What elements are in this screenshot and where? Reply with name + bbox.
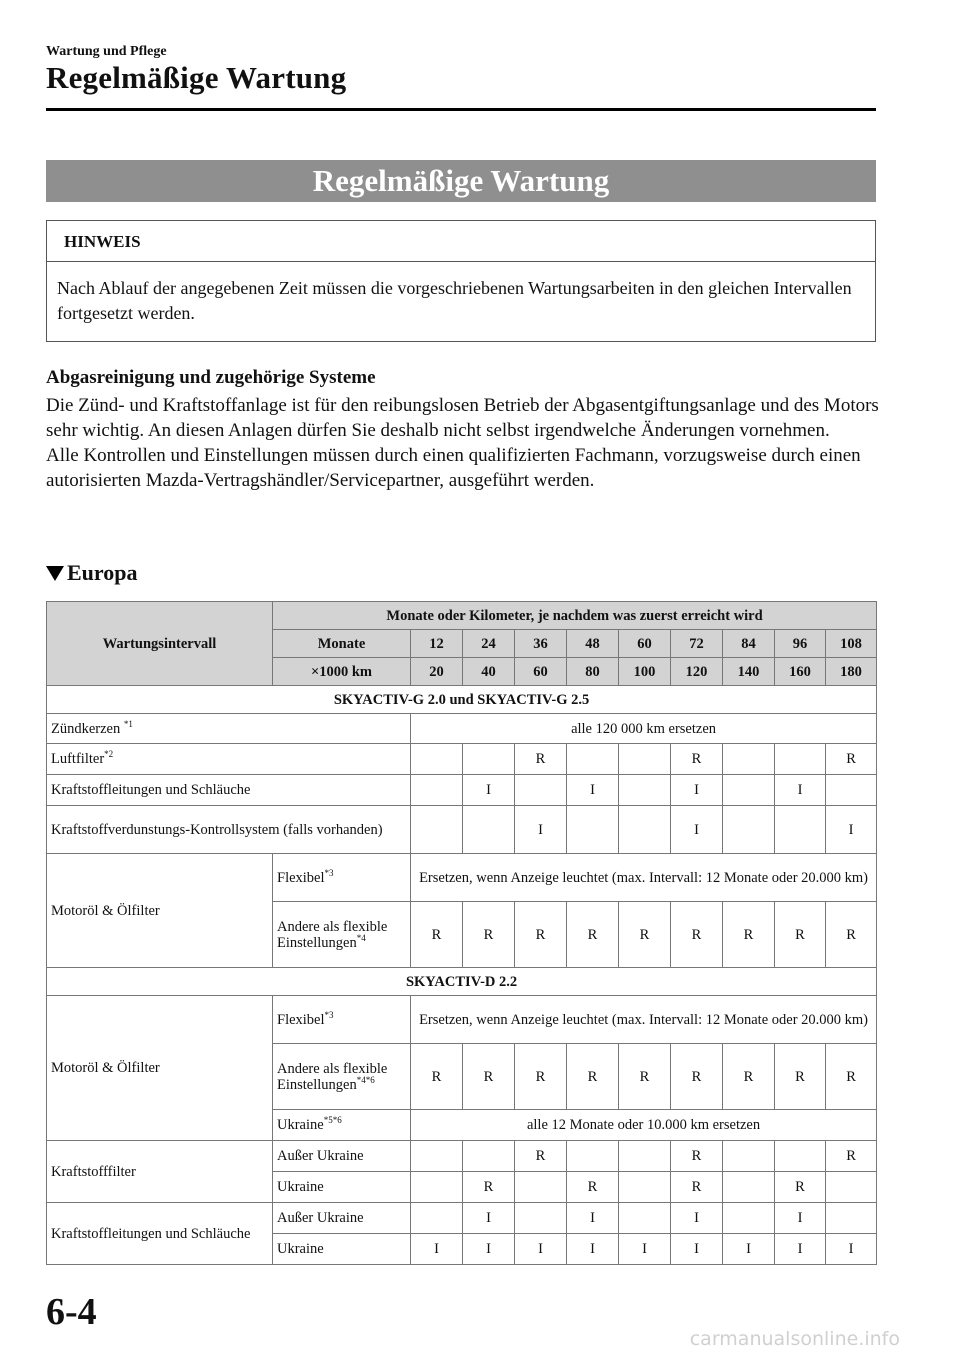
km-cell: 40 bbox=[463, 658, 515, 686]
schedule-cell bbox=[567, 806, 619, 854]
schedule-cell bbox=[723, 806, 775, 854]
flexible-value: Ersetzen, wenn Anzeige leuchtet (max. Intervall: 12 Monate oder 20.000 km) bbox=[411, 996, 877, 1044]
air-filter-label: Luftfilter$^{*2}$ bbox=[47, 744, 411, 775]
schedule-cell bbox=[826, 775, 877, 806]
schedule-cell: R bbox=[567, 1044, 619, 1110]
note-text: Nach Ablauf der angegebenen Zeit müssen die vorgeschriebenen Wartungsarbeiten in den gleichen Intervallen fortgesetzt werden. bbox=[57, 278, 852, 323]
table-row bbox=[47, 854, 877, 902]
schedule-cell: R bbox=[567, 902, 619, 968]
schedule-cell: I bbox=[671, 1234, 723, 1265]
schedule-cell bbox=[515, 1172, 567, 1203]
diesel-section-row: SKYACTIV-D 2.2 bbox=[47, 968, 877, 996]
month-cell: 60 bbox=[619, 630, 671, 658]
table-row bbox=[47, 806, 877, 854]
schedule-cell: R bbox=[619, 902, 671, 968]
schedule-cell: R bbox=[826, 1141, 877, 1172]
schedule-cell bbox=[411, 744, 463, 775]
paragraph-1: Die Zünd- und Kraftstoffanlage ist für den reibungslosen Betrieb der Abgasentgiftungsanlage und des Motors sehr wichtig. An diesen Anlagen dürfen Sie deshalb nicht selbst irgendwelche Änderungen vornehmen. bbox=[46, 395, 879, 441]
table-row bbox=[47, 714, 877, 744]
schedule-cell: R bbox=[463, 1172, 515, 1203]
schedule-cell bbox=[411, 775, 463, 806]
schedule-cell bbox=[775, 744, 826, 775]
schedule-cell bbox=[515, 1203, 567, 1234]
region-heading bbox=[46, 560, 138, 586]
table-row bbox=[47, 1203, 877, 1234]
schedule-cell bbox=[567, 744, 619, 775]
flexible-value: Ersetzen, wenn Anzeige leuchtet (max. Intervall: 12 Monate oder 20.000 km) bbox=[411, 854, 877, 902]
ukraine-label: Ukraine bbox=[273, 1172, 411, 1203]
other-settings-label: Andere als flexible Einstellungen$^{*4*6}$ bbox=[273, 1044, 411, 1110]
ukraine-oil-value: alle 12 Monate oder 10.000 km ersetzen bbox=[411, 1110, 877, 1141]
km-cell: 160 bbox=[775, 658, 826, 686]
schedule-cell bbox=[567, 1141, 619, 1172]
schedule-cell: I bbox=[619, 1234, 671, 1265]
schedule-cell: I bbox=[723, 1234, 775, 1265]
section-heading: Abgasreinigung und zugehörige Systeme bbox=[46, 367, 376, 388]
interval-header: Wartungsintervall bbox=[47, 602, 273, 686]
schedule-cell: R bbox=[775, 902, 826, 968]
fuel-filter-label: Kraftstofffilter bbox=[47, 1141, 273, 1203]
schedule-cell bbox=[411, 1172, 463, 1203]
schedule-cell bbox=[619, 1172, 671, 1203]
schedule-cell: I bbox=[463, 1234, 515, 1265]
schedule-cell bbox=[463, 1141, 515, 1172]
schedule-cell: I bbox=[671, 806, 723, 854]
schedule-cell bbox=[826, 1203, 877, 1234]
month-cell: 108 bbox=[826, 630, 877, 658]
schedule-cell: R bbox=[671, 1044, 723, 1110]
schedule-cell: I bbox=[463, 1203, 515, 1234]
month-cell: 48 bbox=[567, 630, 619, 658]
flexible-label: Flexibel$^{*3}$ bbox=[273, 996, 411, 1044]
km-label: ×1000 km bbox=[273, 658, 411, 686]
page-number: 6-4 bbox=[46, 1291, 97, 1333]
schedule-cell: R bbox=[826, 902, 877, 968]
heading-rule bbox=[46, 108, 876, 111]
schedule-cell: I bbox=[463, 775, 515, 806]
schedule-cell: I bbox=[671, 775, 723, 806]
schedule-cell: I bbox=[567, 1203, 619, 1234]
month-cell: 96 bbox=[775, 630, 826, 658]
months-label: Monate bbox=[273, 630, 411, 658]
outside-ukraine-label: Außer Ukraine bbox=[273, 1141, 411, 1172]
month-cell: 24 bbox=[463, 630, 515, 658]
ukraine-label: Ukraine$^{*5*6}$ bbox=[273, 1110, 411, 1141]
schedule-cell bbox=[515, 775, 567, 806]
outside-ukraine-label: Außer Ukraine bbox=[273, 1203, 411, 1234]
km-cell: 60 bbox=[515, 658, 567, 686]
km-cell: 80 bbox=[567, 658, 619, 686]
km-cell: 180 bbox=[826, 658, 877, 686]
schedule-cell bbox=[723, 744, 775, 775]
month-cell: 72 bbox=[671, 630, 723, 658]
schedule-cell: R bbox=[826, 744, 877, 775]
schedule-cell: R bbox=[671, 902, 723, 968]
schedule-cell: R bbox=[515, 1141, 567, 1172]
schedule-cell bbox=[619, 806, 671, 854]
schedule-cell: I bbox=[567, 1234, 619, 1265]
schedule-cell bbox=[723, 775, 775, 806]
title-bar: Regelmäßige Wartung bbox=[46, 160, 876, 202]
section-label: Wartung und Pflege bbox=[46, 44, 167, 59]
schedule-cell: I bbox=[826, 1234, 877, 1265]
spark-plugs-label: Zündkerzen $^{*1}$ bbox=[47, 714, 411, 744]
schedule-cell: R bbox=[411, 1044, 463, 1110]
schedule-cell: R bbox=[515, 902, 567, 968]
schedule-cell: I bbox=[671, 1203, 723, 1234]
schedule-cell: R bbox=[671, 744, 723, 775]
schedule-cell: I bbox=[411, 1234, 463, 1265]
km-cell: 20 bbox=[411, 658, 463, 686]
schedule-cell: I bbox=[826, 806, 877, 854]
schedule-cell bbox=[826, 1172, 877, 1203]
flexible-label: Flexibel$^{*3}$ bbox=[273, 854, 411, 902]
schedule-cell: R bbox=[463, 902, 515, 968]
month-cell: 36 bbox=[515, 630, 567, 658]
table-row bbox=[47, 744, 877, 775]
km-cell: 100 bbox=[619, 658, 671, 686]
month-cell: 12 bbox=[411, 630, 463, 658]
spark-plugs-value: alle 120 000 km ersetzen bbox=[411, 714, 877, 744]
schedule-cell bbox=[619, 744, 671, 775]
oil-filter-label: Motoröl & Ölfilter bbox=[47, 854, 273, 968]
schedule-cell: R bbox=[723, 1044, 775, 1110]
page-heading: Regelmäßige Wartung bbox=[46, 60, 347, 95]
km-cell: 140 bbox=[723, 658, 775, 686]
schedule-cell bbox=[775, 1141, 826, 1172]
table-row bbox=[47, 1141, 877, 1172]
triangle-down-icon bbox=[46, 566, 64, 581]
schedule-cell: R bbox=[671, 1141, 723, 1172]
schedule-cell: I bbox=[775, 775, 826, 806]
schedule-cell: I bbox=[515, 1234, 567, 1265]
watermark: carmanualsonline.info bbox=[689, 1328, 900, 1350]
schedule-cell: R bbox=[723, 902, 775, 968]
schedule-cell bbox=[619, 1203, 671, 1234]
schedule-cell bbox=[411, 806, 463, 854]
note-heading: HINWEIS bbox=[47, 221, 875, 262]
schedule-cell: R bbox=[671, 1172, 723, 1203]
schedule-cell: R bbox=[515, 744, 567, 775]
maintenance-table bbox=[46, 601, 877, 1265]
oil-filter-label: Motoröl & Ölfilter bbox=[47, 996, 273, 1141]
schedule-cell bbox=[411, 1141, 463, 1172]
note-box bbox=[46, 220, 876, 342]
km-cell: 120 bbox=[671, 658, 723, 686]
schedule-cell bbox=[411, 1203, 463, 1234]
schedule-cell: R bbox=[775, 1044, 826, 1110]
paragraph-2: Alle Kontrollen und Einstellungen müssen durch einen qualifizierten Fachmann, vorzugsweise durch einen autorisierten Mazda-Vertragshändler/Servicepartner, ausgeführt werden. bbox=[46, 445, 861, 491]
schedule-cell bbox=[775, 806, 826, 854]
petrol-section-row: SKYACTIV-G 2.0 und SKYACTIV-G 2.5 bbox=[47, 686, 877, 714]
schedule-cell bbox=[619, 775, 671, 806]
months-or-km-header: Monate oder Kilometer, je nachdem was zuerst erreicht wird bbox=[273, 602, 877, 630]
fuel-lines-label: Kraftstoffleitungen und Schläuche bbox=[47, 775, 411, 806]
schedule-cell: R bbox=[619, 1044, 671, 1110]
evap-system-label: Kraftstoffverdunstungs-Kontrollsystem (falls vorhanden) bbox=[47, 806, 411, 854]
schedule-cell: R bbox=[463, 1044, 515, 1110]
schedule-cell bbox=[723, 1172, 775, 1203]
diesel-fuel-lines-label: Kraftstoffleitungen und Schläuche bbox=[47, 1203, 273, 1265]
schedule-cell: I bbox=[775, 1203, 826, 1234]
schedule-cell: R bbox=[775, 1172, 826, 1203]
schedule-cell bbox=[723, 1141, 775, 1172]
other-settings-label: Andere als flexible Einstellungen$^{*4}$ bbox=[273, 902, 411, 968]
schedule-cell: R bbox=[826, 1044, 877, 1110]
ukraine-label: Ukraine bbox=[273, 1234, 411, 1265]
schedule-cell: I bbox=[515, 806, 567, 854]
schedule-cell: R bbox=[567, 1172, 619, 1203]
schedule-cell bbox=[619, 1141, 671, 1172]
schedule-cell: R bbox=[515, 1044, 567, 1110]
table-row bbox=[47, 996, 877, 1044]
section-body bbox=[46, 393, 880, 493]
schedule-cell: R bbox=[411, 902, 463, 968]
schedule-cell bbox=[463, 744, 515, 775]
month-cell: 84 bbox=[723, 630, 775, 658]
schedule-cell bbox=[463, 806, 515, 854]
schedule-cell: I bbox=[567, 775, 619, 806]
schedule-cell: I bbox=[775, 1234, 826, 1265]
region-label: Europa bbox=[67, 560, 138, 585]
schedule-cell bbox=[723, 1203, 775, 1234]
table-row bbox=[47, 775, 877, 806]
